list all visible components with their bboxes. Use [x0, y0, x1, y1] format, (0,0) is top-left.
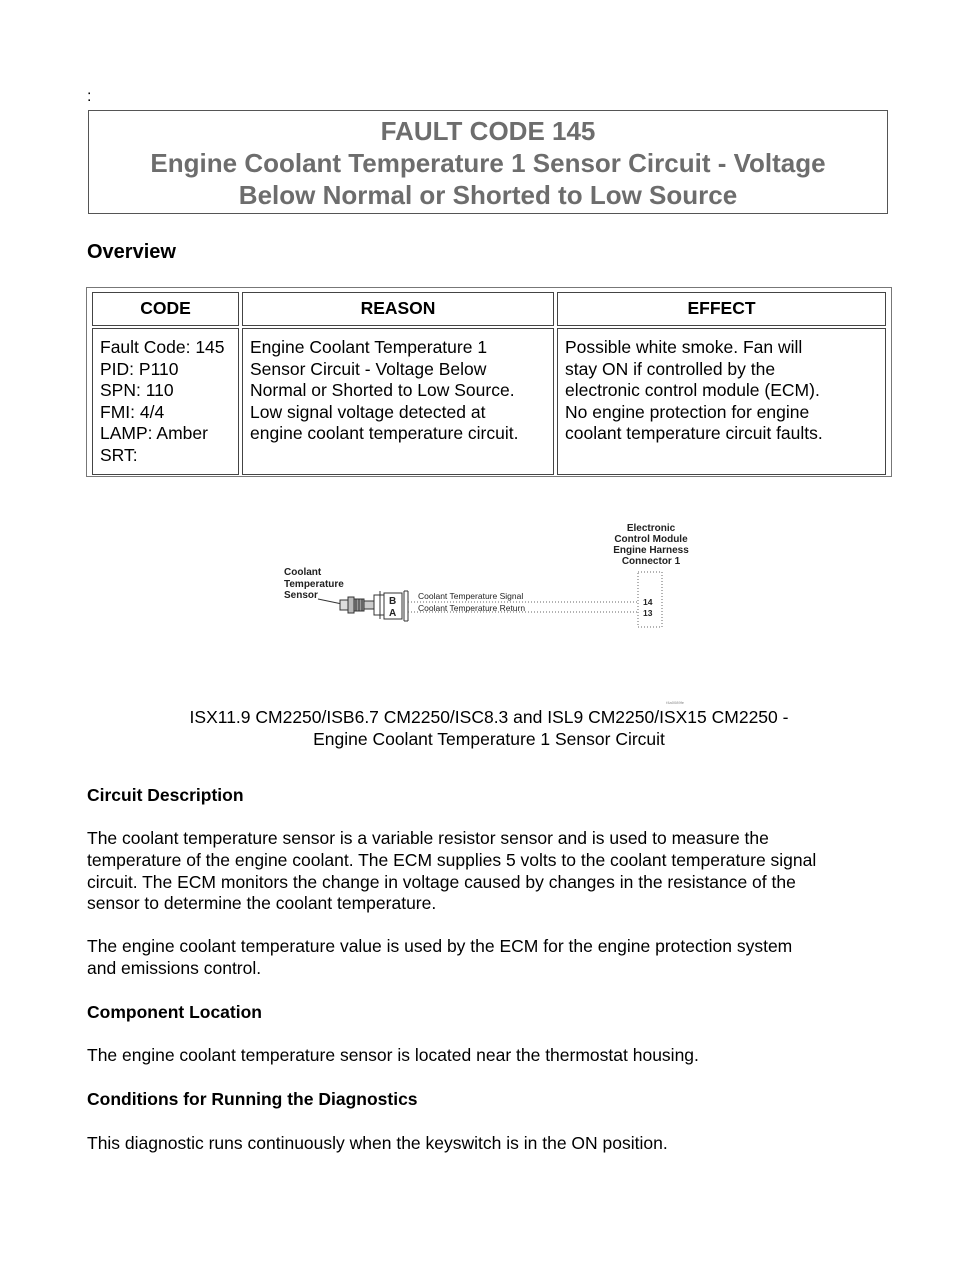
- code-line: LAMP: Amber: [100, 423, 208, 443]
- conditions-heading: Conditions for Running the Diagnostics: [87, 1089, 418, 1109]
- overview-heading: Overview: [87, 241, 176, 263]
- caption-line-1: ISX11.9 CM2250/ISB6.7 CM2250/ISC8.3 and ISL9 CM2250/ISX15 CM2250 -: [189, 707, 789, 727]
- reason-cell: [242, 328, 554, 475]
- signal-wire-label: Coolant Temperature Signal: [418, 591, 524, 601]
- connector-pin-b: B: [389, 596, 397, 607]
- sensor-circuit-diagram: [270, 515, 720, 710]
- conditions-paragraph: [87, 1133, 897, 1155]
- code-line: SPN: 110: [100, 380, 174, 400]
- effect-line: stay ON if controlled by the: [565, 358, 776, 379]
- circuit-description-heading: Circuit Description: [87, 785, 244, 805]
- code-line: SRT:: [100, 444, 138, 465]
- coolant-sensor-icon: [318, 597, 374, 613]
- effect-line: No engine protection for engine: [565, 401, 810, 422]
- paragraph-line: The engine coolant temperature sensor is located near the thermostat housing.: [87, 1045, 699, 1065]
- connector-pin-a: A: [389, 608, 397, 619]
- circuit-description-paragraph-2: [87, 936, 897, 980]
- effect-line: electronic control module (ECM).: [565, 380, 820, 400]
- reason-column-header: REASON: [242, 292, 554, 326]
- fault-description-line-1: Engine Coolant Temperature 1 Sensor Circuit - Voltage: [150, 148, 826, 178]
- paragraph-line: and emissions control.: [87, 957, 262, 978]
- reason-line: Engine Coolant Temperature 1: [250, 337, 488, 357]
- code-line: Fault Code: 145: [100, 337, 225, 357]
- ecm-pin-14: 14: [643, 597, 653, 607]
- sensor-label-line: Temperature: [284, 579, 344, 590]
- page-colon: :: [87, 88, 92, 105]
- return-wire-label: Coolant Temperature Return: [418, 603, 526, 613]
- code-column-header: CODE: [92, 292, 239, 326]
- ecm-label-line: Connector 1: [621, 556, 681, 567]
- code-line: PID: P110: [100, 358, 179, 379]
- code-cell: [92, 328, 239, 475]
- paragraph-line: The coolant temperature sensor is a variable resistor sensor and is used to measure the: [87, 828, 769, 848]
- paragraph-line: sensor to determine the coolant temperature.: [87, 893, 437, 914]
- sensor-label-line: Coolant: [284, 567, 322, 578]
- paragraph-line: The engine coolant temperature value is used by the ECM for the engine protection system: [87, 936, 793, 956]
- effect-column-header: EFFECT: [557, 292, 886, 326]
- component-location-heading: Component Location: [87, 1002, 262, 1022]
- fault-description-line-2: Below Normal or Shorted to Low Source: [238, 180, 738, 210]
- fault-code-title: FAULT CODE 145: [380, 116, 596, 146]
- effect-line: Possible white smoke. Fan will: [565, 337, 803, 357]
- ecm-label-line: Control Module: [614, 534, 688, 545]
- code-line: FMI: 4/4: [100, 401, 165, 422]
- circuit-description-paragraph-1: [87, 828, 897, 915]
- reason-line: Low signal voltage detected at: [250, 401, 486, 422]
- paragraph-line: circuit. The ECM monitors the change in voltage caused by changes in the resistance of the: [87, 871, 796, 892]
- fault-title-box: [88, 110, 888, 214]
- reason-line: Sensor Circuit - Voltage Below: [250, 358, 487, 379]
- effect-line: coolant temperature circuit faults.: [565, 423, 823, 443]
- effect-cell: [557, 328, 886, 475]
- ecm-label-line: Engine Harness: [613, 545, 689, 556]
- caption-line-2: Engine Coolant Temperature 1 Sensor Circuit: [313, 729, 665, 749]
- sensor-label-line: Sensor: [284, 590, 318, 601]
- figure-id: f4a0089fe: [666, 700, 684, 705]
- paragraph-line: This diagnostic runs continuously when the keyswitch is in the ON position.: [87, 1133, 668, 1153]
- ecm-label-line: Electronic: [626, 523, 676, 534]
- ecm-pin-13: 13: [643, 608, 653, 618]
- paragraph-line: temperature of the engine coolant. The ECM supplies 5 volts to the coolant temperature signal: [87, 849, 817, 870]
- reason-line: engine coolant temperature circuit.: [250, 423, 519, 443]
- reason-line: Normal or Shorted to Low Source.: [250, 380, 515, 400]
- diagram-caption: [89, 706, 889, 750]
- fault-overview-table: [86, 287, 892, 477]
- component-location-paragraph: [87, 1045, 897, 1067]
